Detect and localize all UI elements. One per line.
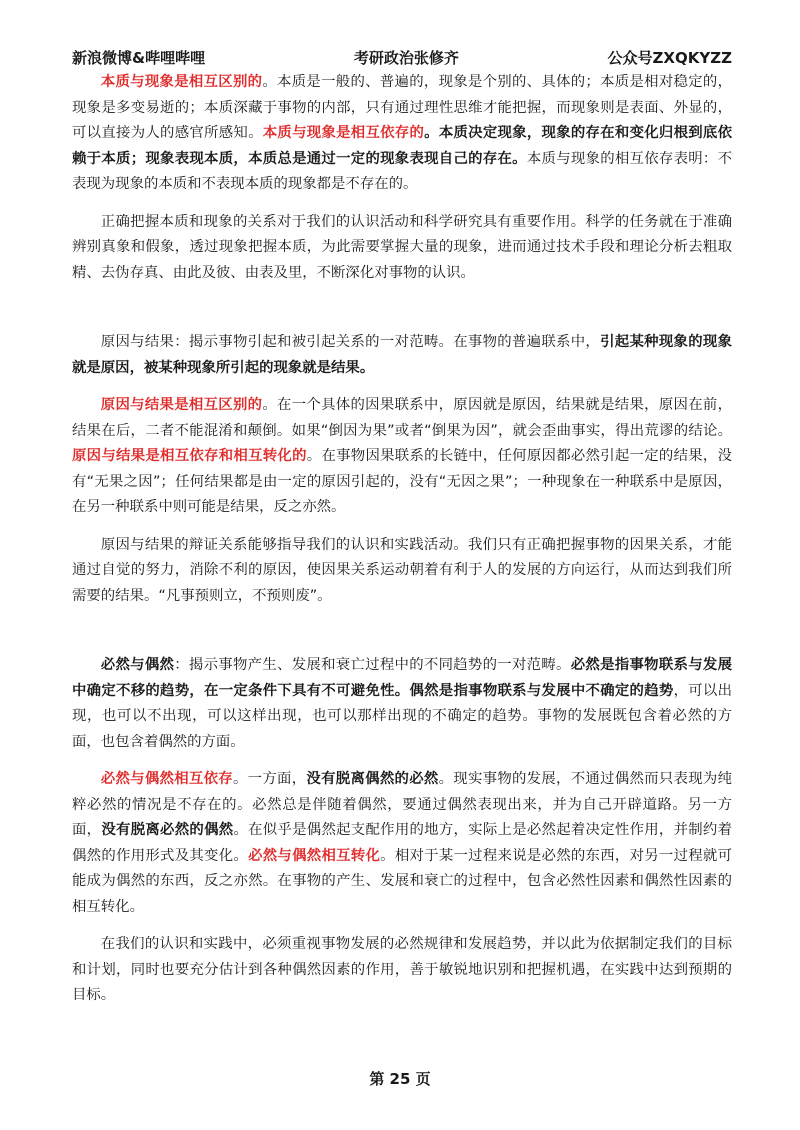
text-run: 在我们的认识和实践中，必须重视事物发展的必然规律和发展趋势，并以此为依据制定我们的目标和计划，同时也要充分估计到各种偶然因素的作用，善于敏锐地识别和把握机遇，在实践中达到预期的目标。 bbox=[72, 936, 732, 1003]
header-author: 考研政治张修齐 bbox=[353, 49, 459, 67]
paragraph-essence-application bbox=[72, 210, 732, 287]
key-phrase: 必然与偶然相互转化 bbox=[248, 847, 381, 864]
page-header bbox=[72, 48, 732, 68]
header-source: 新浪微博&哔哩哔哩 bbox=[72, 49, 206, 67]
page-body bbox=[72, 70, 732, 1009]
text-run: 。一方面， bbox=[232, 771, 307, 787]
paragraph-necessity-relation bbox=[72, 767, 732, 920]
paragraph-cause-effect-application bbox=[72, 533, 732, 610]
bold-run: 必然与偶然 bbox=[100, 657, 175, 673]
text-run: 原因与结果：揭示事物引起和被引起关系的一对范畴。在事物的普遍联系中， bbox=[100, 334, 601, 350]
bold-run: 没有脱离必然的偶然 bbox=[101, 822, 234, 838]
key-phrase: 原因与结果是相互区别的 bbox=[100, 397, 263, 413]
header-account: 公众号ZXQKYZZ bbox=[607, 49, 732, 67]
text-run: 。在一个具体的因果联系中，原因就是原因，结果就是结果，原因在前，结果在后，二者不能混淆和颠倒。如果“倒因为果”或者“倒果为因”，就会歪曲事实，得出荒谬的结论。 bbox=[72, 397, 732, 439]
bold-run: 必然是指事物联系与发展中确定不移的趋势，在一定条件下具有不可避免性。偶然是指事物联系与发展中不确定的趋势 bbox=[72, 657, 732, 699]
paragraph-necessity-definition bbox=[72, 653, 732, 755]
text-run: 。本质是一般的、普遍的，现象是个别的、具体的；本质是相对稳定的，现象是多变易逝的；本质深藏于事物的内部，只有通过理性思维才能把握，而现象则是表面、外显的，可以直接为人的感官所感知。 bbox=[72, 74, 732, 141]
bold-run: 。本质决定现象，现象的存在和变化归根到底依赖于本质；现象表现本质，本质总是通过一定的现象表现自己的存在。 bbox=[72, 125, 732, 167]
key-phrase: 必然与偶然相互依存 bbox=[100, 771, 233, 787]
bold-run: 引起某种现象的现象就是原因，被某种现象所引起的现象就是结果。 bbox=[72, 334, 732, 376]
page-number: 第 25 页 bbox=[369, 1070, 431, 1088]
text-run: 。在事物因果联系的长链中，任何原因都必然引起一定的结果，没有“无果之因”；任何结果都是由一定的原因引起的，没有“无因之果”；一种现象在一种联系中是原因，在另一种联系中则可能是结果，反之亦然。 bbox=[72, 448, 732, 515]
paragraph-necessity-application bbox=[72, 932, 732, 1009]
text-run: 。现实事物的发展，不通过偶然而只表现为纯粹必然的情况是不存在的。必然总是伴随着偶然，要通过偶然表现出来，并为自己开辟道路。另一方面， bbox=[72, 771, 732, 838]
key-phrase: 本质与现象是相互依存的 bbox=[262, 125, 425, 141]
bold-run: 没有脱离偶然的必然 bbox=[306, 771, 439, 787]
text-run: 。相对于某一过程来说是必然的东西，对另一过程就可能成为偶然的东西，反之亦然。在事物的产生、发展和衰亡的过程中，包含必然性因素和偶然性因素的相互转化。 bbox=[72, 847, 732, 915]
paragraph-cause-effect-relation bbox=[72, 393, 732, 521]
text-run: 本质与现象的相互依存表明：不表现为现象的本质和不表现本质的现象都是不存在的。 bbox=[72, 150, 732, 192]
text-run: ，可以出现，也可以不出现，可以这样出现，也可以那样出现的不确定的趋势。事物的发展既包含着必然的方面，也包含着偶然的方面。 bbox=[72, 682, 732, 750]
text-run: 正确把握本质和现象的关系对于我们的认识活动和科学研究具有重要作用。科学的任务就在于准确辨别真象和假象，透过现象把握本质，为此需要掌握大量的现象，进而通过技术手段和理论分析去粗取精、去伪存真、由此及彼、由表及里，不断深化对事物的认识。 bbox=[72, 213, 732, 281]
text-run: 。在似乎是偶然起支配作用的地方，实际上是必然起着决定性作用，并制约着偶然的作用形式及其变化。 bbox=[72, 822, 732, 864]
text-run: 原因与结果的辩证关系能够指导我们的认识和实践活动。我们只有正确把握事物的因果关系，才能通过自觉的努力，消除不利的原因，使因果关系运动朝着有利于人的发展的方向运行，从而达到我们所需要的结果。“凡事预则立，不预则废”。 bbox=[72, 536, 732, 604]
key-phrase: 原因与结果是相互依存和相互转化的 bbox=[72, 448, 307, 464]
paragraph-cause-effect-definition bbox=[72, 330, 732, 381]
paragraph-essence-distinction bbox=[72, 70, 732, 198]
key-phrase: 本质与现象是相互区别的 bbox=[100, 74, 263, 90]
text-run: ：揭示事物产生、发展和衰亡过程中的不同趋势的一对范畴。 bbox=[174, 657, 571, 673]
